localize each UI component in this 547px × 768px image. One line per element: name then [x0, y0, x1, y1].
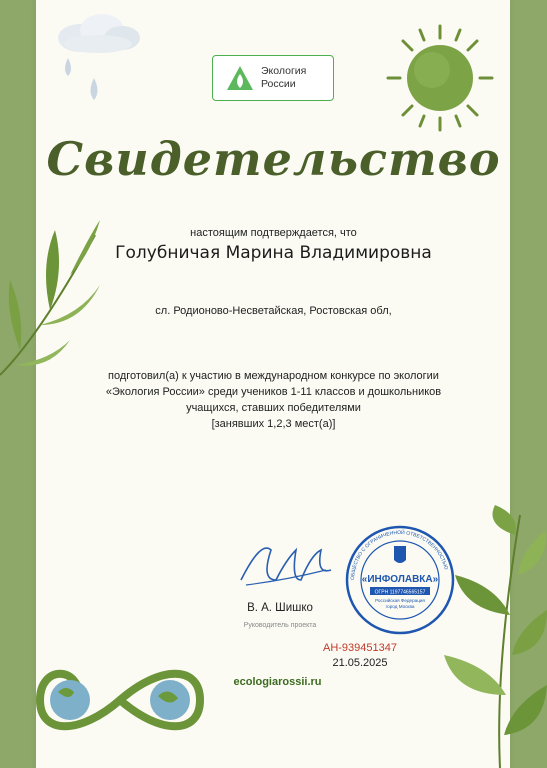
logo-line2: России: [261, 78, 296, 90]
signatory-name: В. А. Шишко: [247, 602, 313, 614]
right-leaves-decoration: [440, 505, 547, 768]
sun-icon: [382, 20, 498, 136]
signatory-role: Руководитель проекта: [243, 622, 317, 629]
signature-drawing: [236, 535, 336, 595]
website-link[interactable]: ecologiarossii.ru: [233, 676, 322, 688]
infinity-earth-emblem: [30, 650, 210, 750]
recipient-name: Голубничая Марина Владимировна: [115, 243, 432, 263]
stamp-ring-text: ОБЩЕСТВО С ОГРАНИЧЕННОЙ ОТВЕТСТВЕННОСТЬЮ: [349, 529, 449, 581]
left-leaves-decoration: [0, 215, 110, 390]
certificate-date: 21.05.2025: [332, 657, 388, 669]
description-line-2: «Экология России» среди учеников 1-11 классов и дошкольников: [105, 386, 442, 398]
description-line-3: учащихся, ставших победителями: [186, 402, 361, 414]
certificate-id: АН-939451347: [322, 642, 397, 654]
stamp-city: город Москва: [385, 604, 415, 609]
stamp-brand: «ИНФОЛАВКА»: [361, 574, 439, 585]
company-stamp: [344, 524, 456, 636]
ecology-russia-logo: [212, 55, 334, 101]
stamp-ogrn: ОГРН 1197746565157: [374, 589, 426, 596]
confirm-text: настоящим подтверждается, что: [190, 227, 357, 239]
stamp-country: Российская Федерация: [375, 598, 425, 603]
certificate-title: Свидетельство: [46, 132, 501, 186]
logo-line1: Экология: [261, 65, 307, 77]
location-text: сл. Родионово-Несветайская, Ростовская обл,: [155, 305, 392, 317]
description-line-1: подготовил(а) к участию в международном конкурсе по экологии: [108, 370, 439, 382]
description-line-4: [занявших 1,2,3 мест(а)]: [211, 418, 336, 430]
cloud-icon: [50, 8, 150, 112]
leaf-logo-icon: [225, 64, 255, 92]
